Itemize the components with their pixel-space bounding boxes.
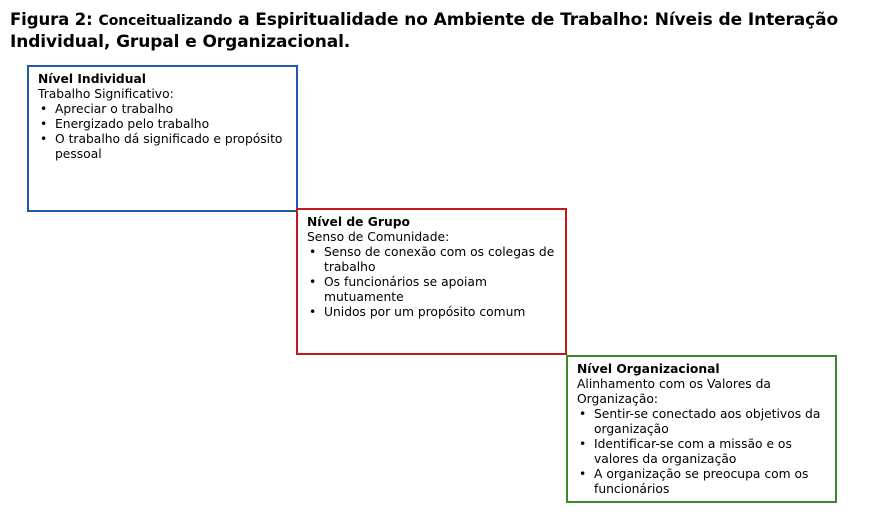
- organizational-level-heading: Nível Organizacional: [577, 362, 720, 376]
- list-item: • Identificar-se com a missão e os valores da organização: [577, 437, 827, 467]
- list-item: • Os funcionários se apoiam mutuamente: [307, 275, 557, 305]
- figure-title-rest: a Espiritualidade no Ambiente de Trabalho: Níveis de Interação: [238, 10, 839, 30]
- list-item: • Sentir-se conectado aos objetivos da organização: [577, 407, 827, 437]
- list-item: • O trabalho dá significado e propósito pessoal: [38, 132, 288, 162]
- list-item: • Energizado pelo trabalho: [38, 117, 288, 132]
- figure-title-line2: Individual, Grupal e Organizacional.: [10, 32, 351, 52]
- organizational-level-list: [577, 407, 827, 497]
- group-level-subheading: Senso de Comunidade:: [307, 230, 450, 244]
- individual-level-box: [27, 65, 298, 212]
- individual-level-list: [38, 102, 288, 162]
- group-level-box: [296, 208, 567, 355]
- group-level-heading: Nível de Grupo: [307, 215, 410, 229]
- list-item: • A organização se preocupa com os funcionários: [577, 467, 827, 497]
- figure-title-lead: Conceitualizando: [98, 13, 233, 29]
- list-item: • Unidos por um propósito comum: [307, 305, 557, 320]
- organizational-level-box: [566, 355, 837, 503]
- individual-level-heading: Nível Individual: [38, 72, 147, 86]
- group-level-list: [307, 245, 557, 320]
- individual-level-subheading: Trabalho Significativo:: [38, 87, 174, 101]
- list-item: • Apreciar o trabalho: [38, 102, 288, 117]
- organizational-level-subheading: Alinhamento com os Valores da Organização:: [577, 377, 771, 406]
- figure-label: Figura 2:: [10, 10, 93, 29]
- list-item: • Senso de conexão com os colegas de trabalho: [307, 245, 557, 275]
- figure-title: [10, 9, 886, 53]
